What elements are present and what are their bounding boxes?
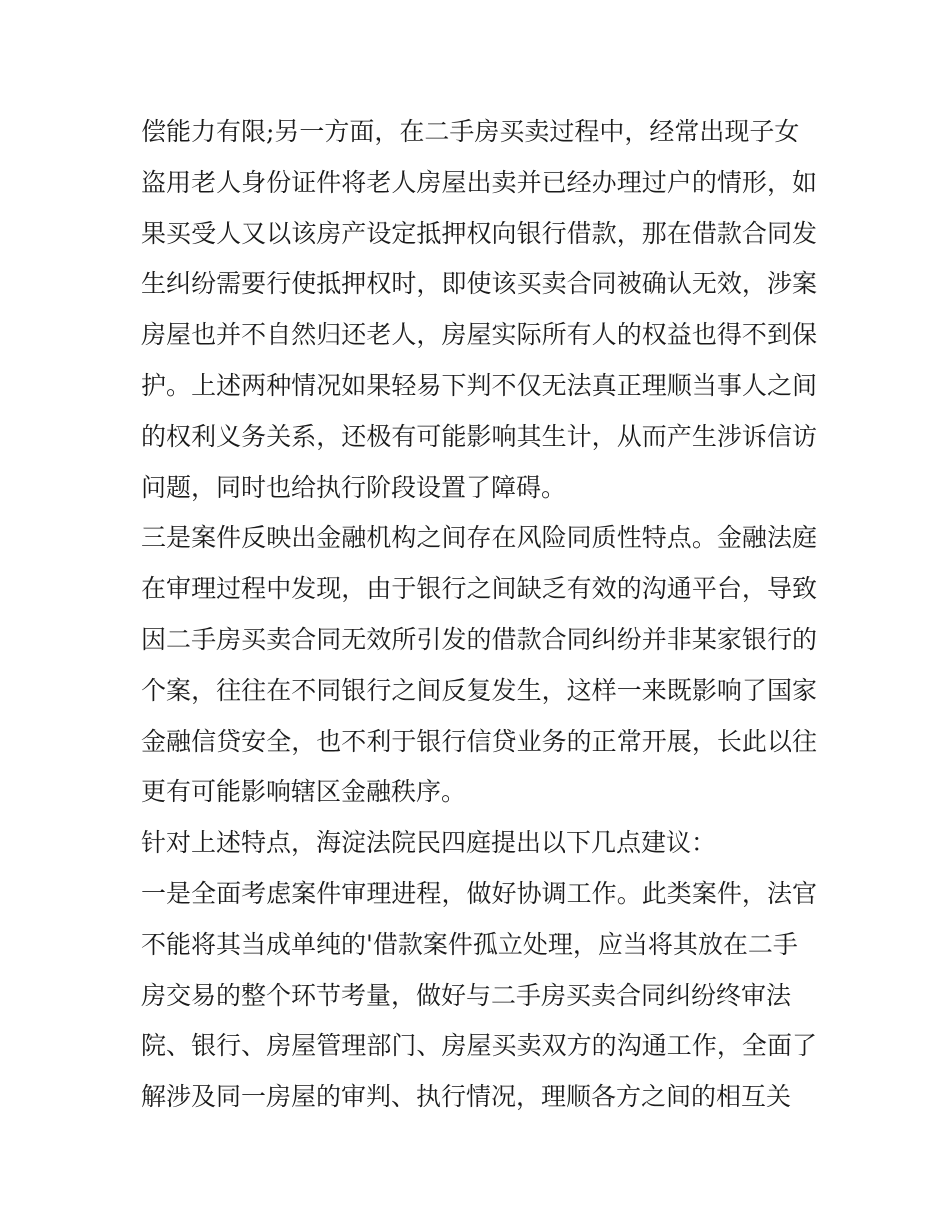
text-line: 的权利义务关系，还极有可能影响其生计，从而产生涉诉信访 xyxy=(141,421,817,451)
text-line: 问题，同时也给执行阶段设置了障碍。 xyxy=(141,472,567,502)
text-line: 生纠纷需要行使抵押权时，即使该买卖合同被确认无效，涉案 xyxy=(141,269,817,299)
text-line: 不能将其当成单纯的'借款案件孤立处理，应当将其放在二手 xyxy=(141,929,798,959)
text-line: 护。上述两种情况如果轻易下判不仅无法真正理顺当事人之间 xyxy=(141,370,817,400)
text-line: 偿能力有限;另一方面，在二手房买卖过程中，经常出现子女 xyxy=(141,117,800,146)
text-line: 房交易的整个环节考量，做好与二手房买卖合同纠纷终审法 xyxy=(141,980,792,1010)
body-text xyxy=(141,107,817,1123)
text-line: 盗用老人身份证件将老人房屋出卖并已经办理过户的情形，如 xyxy=(141,167,817,197)
text-line: 因二手房买卖合同无效所引发的借款合同纠纷并非某家银行的 xyxy=(141,624,817,654)
text-line: 在审理过程中发现，由于银行之间缺乏有效的沟通平台，导致 xyxy=(141,574,817,604)
text-line: 金融信贷安全，也不利于银行信贷业务的正常开展，长此以往 xyxy=(141,726,817,756)
text-line: 房屋也并不自然归还老人，房屋实际所有人的权益也得不到保 xyxy=(141,320,817,350)
text-line: 三是案件反映出金融机构之间存在风险同质性特点。金融法庭 xyxy=(141,523,817,553)
text-line: 一是全面考虑案件审理进程，做好协调工作。此类案件，法官 xyxy=(141,878,817,908)
text-line: 解涉及同一房屋的审判、执行情况，理顺各方之间的相互关 xyxy=(141,1082,792,1112)
text-line: 院、银行、房屋管理部门、房屋买卖双方的沟通工作，全面了 xyxy=(141,1031,817,1061)
text-line: 针对上述特点，海淀法院民四庭提出以下几点建议： xyxy=(141,828,717,858)
text-line: 个案，往往在不同银行之间反复发生，这样一来既影响了国家 xyxy=(141,675,817,705)
text-line: 更有可能影响辖区金融秩序。 xyxy=(141,777,467,807)
text-line: 果买受人又以该房产设定抵押权向银行借款，那在借款合同发 xyxy=(141,218,817,248)
